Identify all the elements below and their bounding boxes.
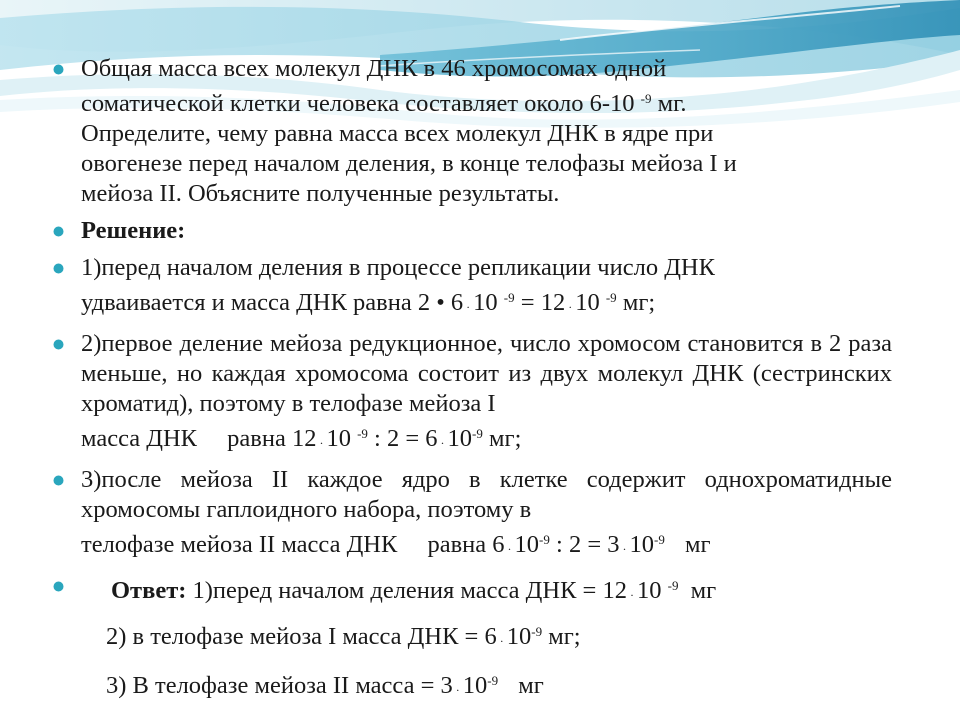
exponent: -9 <box>531 624 543 639</box>
ten: 10 <box>473 289 498 316</box>
task-line-1: Общая масса всех молекул ДНК в 46 хромосомах одной <box>81 55 667 82</box>
task-line-5: мейоза II. Объясните полученные результаты. <box>81 180 560 207</box>
ten: 10 <box>447 425 473 452</box>
task-line-2a: соматической клетки человека составляет около 6-10 <box>81 90 635 117</box>
step3-line-3a: телофазе мейоза II масса ДНК <box>81 531 398 558</box>
bullet-icon <box>53 475 64 486</box>
solution-heading <box>50 216 892 246</box>
multiply-dot: · <box>622 542 627 556</box>
multiply-dot: · <box>568 300 573 314</box>
task-line-4: овогенезе перед началом деления, в конце телофазы мейоза I и <box>81 150 737 177</box>
answer-line-1-unit: мг <box>690 577 717 604</box>
answer-line-2-text: 2) в телофазе мейоза I масса ДНК = 6 <box>106 623 497 650</box>
ten: 10 <box>629 531 655 558</box>
step2-unit: мг; <box>489 425 522 452</box>
step2-line-2: становится в 2 раза меньше, но каждая хромосома состоит из двух <box>81 330 892 387</box>
multiply-dot: · <box>499 634 504 648</box>
bullet-icon <box>53 339 64 350</box>
ten: 10 <box>575 289 600 316</box>
answer-label: Ответ: <box>111 577 187 604</box>
step1-eq: = 12 <box>520 289 566 316</box>
task-line-2b: мг. <box>657 90 687 117</box>
step2-div: : 2 = 6 <box>374 425 438 452</box>
exponent: -9 <box>487 673 499 688</box>
multiply-dot: · <box>319 436 324 450</box>
bullet-icon <box>53 226 64 237</box>
answer-line-2 <box>50 617 892 656</box>
ten: 10 <box>514 531 540 558</box>
bullet-icon <box>53 581 64 592</box>
step1-unit: мг; <box>622 289 656 316</box>
exponent: -9 <box>503 290 515 305</box>
step-1 <box>50 253 892 322</box>
exponent: -9 <box>605 290 617 305</box>
exponent: -9 <box>357 426 368 441</box>
step3-line-3b: равна 6 <box>427 531 505 558</box>
step2-line-4b: равна 12 <box>227 425 317 452</box>
bullet-icon <box>53 64 64 75</box>
step1-line-1: 1)перед началом деления в процессе репликации число ДНК <box>81 254 715 281</box>
answer-line-3 <box>50 666 892 705</box>
answer-line-1 <box>50 571 892 610</box>
multiply-dot: · <box>629 588 634 602</box>
step-3 <box>50 465 892 564</box>
multiply-dot: · <box>466 300 471 314</box>
exponent: -9 <box>667 578 679 593</box>
solution-title: Решение: <box>81 217 186 244</box>
exponent: -9 <box>654 532 665 547</box>
step3-line-2: однохроматидные хромосомы гаплоидного набора, поэтому в <box>81 466 893 523</box>
step2-line-4 <box>81 419 892 458</box>
answer-line-3-text: 3) В телофазе мейоза II масса = 3 <box>106 672 453 699</box>
step3-line-3 <box>81 525 892 564</box>
ten: 10 <box>326 425 351 452</box>
task-paragraph <box>50 54 892 209</box>
step-2 <box>50 329 892 458</box>
multiply-dot: · <box>507 542 512 556</box>
multiply-dot: · <box>455 683 460 697</box>
step2-line-3: молекул ДНК (сестринских хроматид), поэтому в телофазе мейоза I <box>81 360 893 417</box>
step3-unit: мг <box>684 531 711 558</box>
answer-line-2-unit: мг; <box>548 623 581 650</box>
task-line-3: Определите, чему равна масса всех молекул ДНК в ядре при <box>81 120 714 147</box>
step3-line-1: 3)после мейоза II каждое ядро в клетке содержит <box>81 466 686 493</box>
step2-line-4a: масса ДНК <box>81 425 198 452</box>
exponent: -9 <box>472 426 483 441</box>
step3-div: : 2 = 3 <box>556 531 620 558</box>
ten: 10 <box>636 577 662 604</box>
ten: 10 <box>462 672 488 699</box>
step1-line-2a: удваивается и масса ДНК равна 2 • 6 <box>81 289 464 316</box>
answer-line-3-unit: мг <box>518 672 544 699</box>
step2-line-1: 2)первое деление мейоза редукционное, число хромосом <box>81 330 681 357</box>
task-exponent: -9 <box>640 91 652 106</box>
answer-line-1-text: 1)перед началом деления масса ДНК = 12 <box>192 577 627 604</box>
ten: 10 <box>506 623 532 650</box>
exponent: -9 <box>539 532 550 547</box>
bullet-icon <box>53 263 64 274</box>
slide-content <box>50 54 892 715</box>
multiply-dot: · <box>440 436 445 450</box>
